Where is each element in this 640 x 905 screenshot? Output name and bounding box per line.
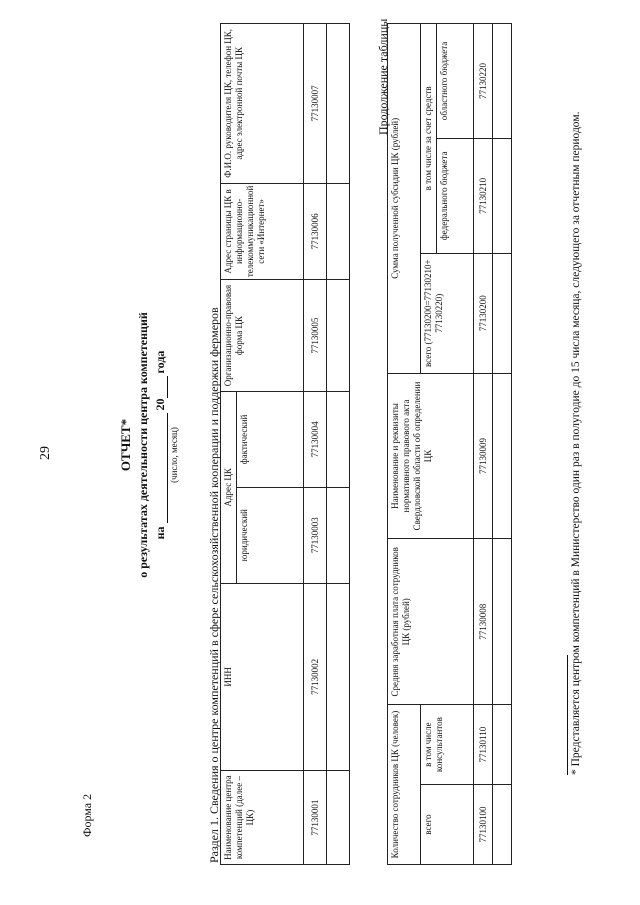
date-hint: (число, месяц) xyxy=(169,427,179,483)
report-title-block xyxy=(118,305,179,585)
header-legal-act: Наименование и реквизиты нормативного правового акта Свердловской области об определении ЦК xyxy=(388,373,474,539)
value-cell[interactable] xyxy=(493,705,512,785)
header-subsidy-including: в том числе за счет средств xyxy=(421,24,437,254)
value-cell[interactable] xyxy=(493,373,512,539)
value-cell[interactable] xyxy=(327,583,350,770)
header-web: Адрес страницы ЦК в информационно-телекоммуникационной сети «Интернет» xyxy=(221,183,304,280)
header-subsidy-total: всего (77130200=77130210+ 77130220) xyxy=(421,253,474,373)
section-title: Раздел 1. Сведения о центре компетенций в сфере сельскохозяйственной кооперации и поддержки фермеров xyxy=(207,307,221,863)
code-cell: 77130210 xyxy=(474,138,493,253)
year-blank xyxy=(156,376,168,398)
header-address: Адрес ЦК xyxy=(221,391,237,583)
value-cell[interactable] xyxy=(327,391,350,487)
footnote: * Представляется центром компетенций в Министерство один раз в полугодие до 15 числа месяца, следующего за отчетным периодом. xyxy=(570,111,582,775)
value-cell[interactable] xyxy=(327,487,350,583)
header-address-actual: фактический xyxy=(237,391,304,487)
report-date-line xyxy=(153,305,168,585)
header-inn: ИНН xyxy=(221,583,304,770)
header-salary: Средняя заработная плата сотрудников ЦК (рублей) xyxy=(388,539,474,705)
value-cell[interactable] xyxy=(493,24,512,139)
header-subsidy-regional: областного бюджета xyxy=(437,24,474,139)
header-address-legal: юридический xyxy=(237,487,304,583)
value-cell[interactable] xyxy=(493,253,512,373)
date-blank xyxy=(156,413,168,523)
value-cell[interactable] xyxy=(493,785,512,865)
code-cell: 77130220 xyxy=(474,24,493,139)
header-subsidy: Сумма полученной субсидии ЦК (рублей) xyxy=(388,24,421,374)
date-suffix: года xyxy=(153,350,167,374)
value-cell[interactable] xyxy=(327,771,350,865)
code-cell: 77130200 xyxy=(474,253,493,373)
value-cell[interactable] xyxy=(327,280,350,392)
date-prefix: на xyxy=(153,526,167,540)
value-cell[interactable] xyxy=(327,24,350,184)
form-label: Форма 2 xyxy=(80,793,94,837)
report-title: ОТЧЕТ* xyxy=(118,418,133,472)
code-cell: 77130004 xyxy=(304,391,327,487)
code-cell: 77130006 xyxy=(304,183,327,280)
code-cell: 77130001 xyxy=(304,771,327,865)
header-org-form: Организационно-правовая форма ЦК xyxy=(221,280,304,392)
code-cell: 77130110 xyxy=(474,705,493,785)
header-head: Ф.И.О. руководителя ЦК, телефон ЦК, адрес электронной почты ЦК xyxy=(221,24,304,184)
code-cell: 77130008 xyxy=(474,539,493,705)
footnote-separator xyxy=(567,655,568,775)
code-cell: 77130100 xyxy=(474,785,493,865)
code-cell: 77130007 xyxy=(304,24,327,184)
code-cell: 77130002 xyxy=(304,583,327,770)
date-year-prefix: 20 xyxy=(153,398,167,411)
page-number: 29 xyxy=(38,446,53,460)
report-subtitle: о результатах деятельности центра компетенций xyxy=(136,312,150,578)
value-cell[interactable] xyxy=(493,138,512,253)
header-subsidy-federal: федерального бюджета xyxy=(437,138,474,253)
header-staff-consultants: в том числе консультантов xyxy=(421,705,474,785)
continuation-label: Продолжение таблицы xyxy=(376,18,390,135)
code-cell: 77130005 xyxy=(304,280,327,392)
header-staff: Количество сотрудников ЦК (человек) xyxy=(388,705,421,865)
value-cell[interactable] xyxy=(493,539,512,705)
header-staff-total: всего xyxy=(421,785,474,865)
code-cell: 77130003 xyxy=(304,487,327,583)
value-cell[interactable] xyxy=(327,183,350,280)
competence-center-table xyxy=(220,23,350,865)
header-name: Наименование центра компетенций (далее – ЦК) xyxy=(221,771,304,865)
code-cell: 77130009 xyxy=(474,373,493,539)
staff-subsidy-table xyxy=(387,23,512,865)
